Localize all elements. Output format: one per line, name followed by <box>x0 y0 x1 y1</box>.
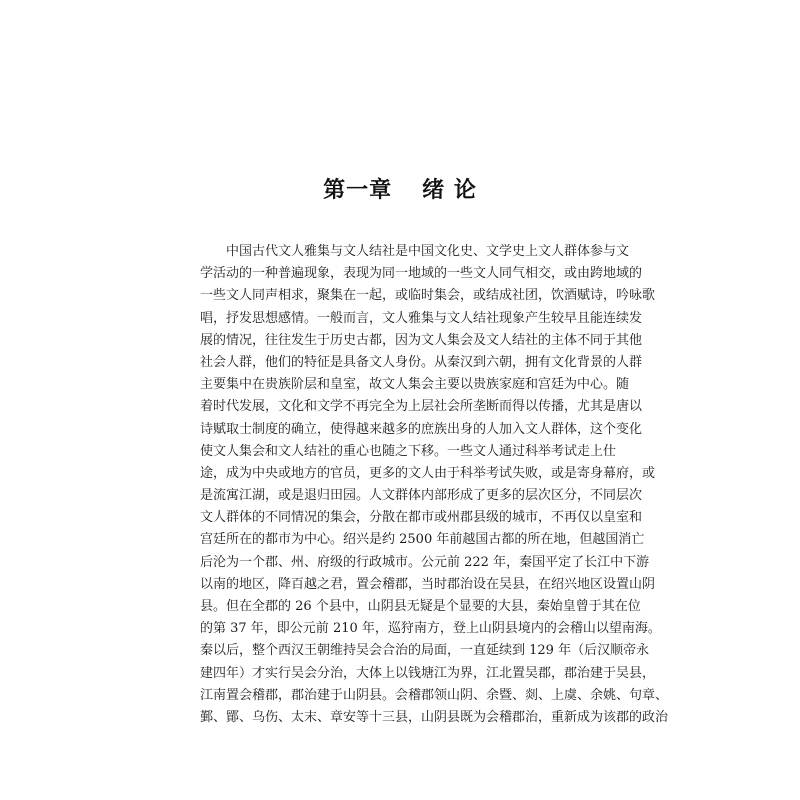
text-line: 鄞、鄮、乌伤、太末、章安等十三县，山阴县既为会稽郡治，重新成为该郡的政治 <box>200 709 669 725</box>
text-line: 使文人集会和文人结社的重心也随之下移。一些文人通过科举考试走上仕 <box>200 443 617 459</box>
text-line: 后沦为一个郡、州、府级的行政城市。公元前 222 年，秦国平定了长江中下游 <box>200 554 650 570</box>
text-line: 主要集中在贵族阶层和皇室，故文人集会主要以贵族家庭和宫廷为中心。随 <box>200 377 630 393</box>
text-line: 宫廷所在的都市为中心。绍兴是约 2500 年前越国古都的所在地，但越国消亡 <box>200 532 645 548</box>
text-line: 诗赋取士制度的确立，使得越来越多的庶族出身的人加入文人群体，这个变化 <box>200 421 643 437</box>
chapter-heading <box>0 173 800 204</box>
chapter-title: 绪 论 <box>422 176 477 203</box>
text-line: 唱，抒发思想感情。一般而言，文人雅集与文人结社现象产生较早且能连续发 <box>200 310 643 326</box>
text-line: 秦以后，整个西汉王朝维持吴会合治的局面，一直延续到 129 年（后汉顺帝永 <box>200 643 650 659</box>
text-line: 以南的地区，降百越之君，置会稽郡，当时郡治设在吴县，在绍兴地区设置山阴 <box>200 576 656 592</box>
text-line: 江南置会稽郡，郡治建于山阴县。会稽郡领山阴、余暨、剡、上虞、余姚、句章、 <box>200 687 669 703</box>
text-line: 途，成为中央或地方的官员，更多的文人由于科举考试失败，或是寄身幕府，或 <box>200 465 656 481</box>
text-line: 县。但在全郡的 26 个县中，山阴县无疑是个显要的大县，秦始皇曾于其在位 <box>200 599 641 614</box>
text-line: 一些文人同声相求，聚集在一起，或临时集会，或结成社团，饮酒赋诗，吟咏歌 <box>200 288 656 304</box>
text-line: 文人群体的不同情况的集会，分散在都市或州郡县级的城市，不再仅以皇室和 <box>200 510 643 526</box>
text-line: 学活动的一种普遍现象，表现为同一地域的一些文人同气相交，或由跨地域的 <box>200 266 643 282</box>
text-line: 着时代发展，文化和文学不再完全为上层社会所垄断而得以传播，尤其是唐以 <box>200 399 643 415</box>
text-line: 建四年）才实行吴会分治，大体上以钱塘江为界，江北置吴郡，郡治建于吴县， <box>200 665 656 681</box>
chapter-body-paragraph <box>200 241 669 729</box>
text-line: 展的情况，往往发生于历史古都，因为文人集会及文人结社的主体不同于其他 <box>200 332 643 348</box>
text-line: 中国古代文人雅集与文人结社是中国文化史、文学史上文人群体参与文 <box>226 244 630 259</box>
text-line: 社会人群，他们的特征是具备文人身份。从秦汉到六朝，拥有文化背景的人群 <box>200 354 643 370</box>
chapter-number: 第一章 <box>323 176 393 203</box>
text-line: 的第 37 年，即公元前 210 年，巡狩南方，登上山阴县境内的会稽山以望南海。 <box>200 621 661 637</box>
text-line: 是流寓江湖，或是退归田园。人文群体内部形成了更多的层次区分，不同层次 <box>200 488 643 504</box>
